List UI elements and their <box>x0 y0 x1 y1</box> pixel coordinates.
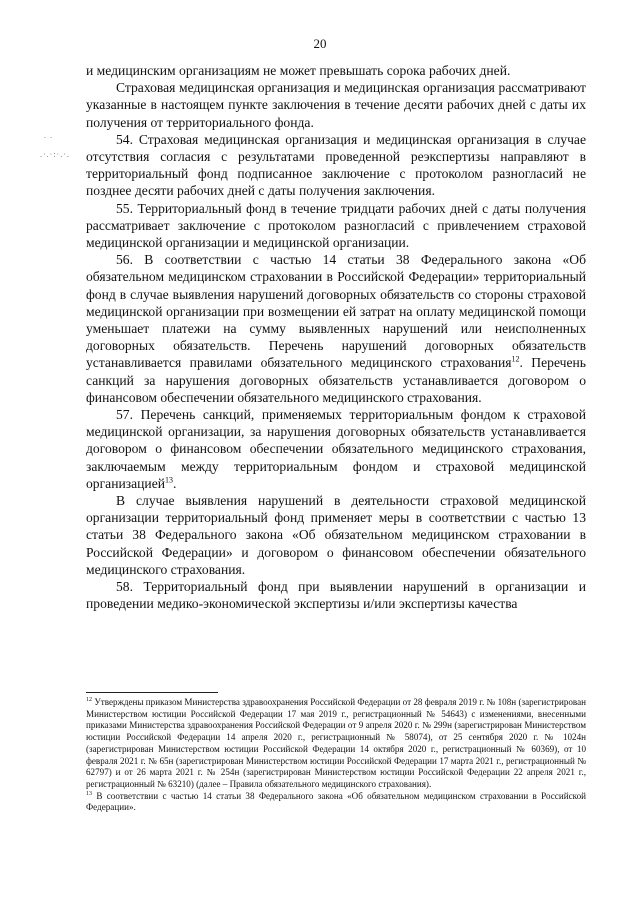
paragraph-57-text: 57. Перечень санкций, применяемых территориальным фондом к страховой медицинской организации, за нарушения договорных обязательств устанавливается договором о финансовом обеспечении обязательного медицинского страхования, заключаемым между территориальным фондом и страховой медицинской организацией <box>86 407 586 491</box>
paragraph-violations: В случае выявления нарушений в деятельности страховой медицинской организации территориальный фонд применяет меры в соответствии с частью 13 статьи 38 Федерального закона «Об обязательном медицинском страховании в Российской Федерации» и договором о финансовом обеспечении обязательного медицинского страхования. <box>86 493 586 577</box>
margin-mark: . . <box>44 131 53 140</box>
paragraph-56-text: 56. В соответствии с частью 14 статьи 38 Федерального закона «Об обязательном медицинском страховании в Российской Федерации» территориальный фонд в случае выявления нарушений договорных обязательств со стороны страховой медицинской организации при возмещении ей затрат на оплату медицинской помощи уменьшает платежи на сумму выявленных нарушений или неисполненных договорных обязательств. Перечень нарушений договорных обязательств устанавливается правилами обязательного медицинского страхования <box>86 252 586 371</box>
footnote-separator <box>86 692 218 693</box>
paragraph-57 <box>86 406 586 492</box>
paragraph-continuation: и медицинским организациям не может превышать сорока рабочих дней. <box>86 63 511 78</box>
paragraph-58: 58. Территориальный фонд при выявлении нарушений в организации и проведении медико-экономической экспертизы и/или экспертизы качества <box>86 579 586 612</box>
footnote-12-text: Утверждены приказом Министерства здравоохранения Российской Федерации от 28 февраля 2019 г. № 108н (зарегистрирован Министерством юстиции Российской Федерации 17 мая 2019 г., регистрационный № 54643) с изменениями, внесенными приказами Министерства здравоохранения Российской Федерации от 9 апреля 2020 г. № 299н (зарегистрирован Министерством юстиции Российской Федерации 14 апреля 2020 г., регистрационный № 58074), от 25 сентября 2020 г. № 1024н (зарегистрирован Министерством юстиции Российской Федерации 14 октября 2020 г., регистрационный № 60369), от 10 февраля 2021 г. № 65н (зарегистрирован Министерством юстиции Российской Федерации 17 марта 2021 г., регистрационный № 62797) и от 26 марта 2021 г. № 254н (зарегистрирован Министерством юстиции Российской Федерации 22 апреля 2021 г., регистрационный № 63210) (далее – Правила обязательного медицинского страхования). <box>86 697 586 789</box>
page-number: 20 <box>313 36 327 51</box>
footnote-ref-13[interactable]: 13 <box>165 475 174 485</box>
paragraph-55: 55. Территориальный фонд в течение тридцати рабочих дней с даты получения рассматривает заключение с протоколом разногласий с привлечением страховой медицинской организации и медицинской организации. <box>86 200 586 251</box>
paragraph-review-term: Страховая медицинская организация и медицинская организация рассматривают указанные в настоящем пункте заключения в течение десяти рабочих дней с даты их получения от территориального фонда. <box>86 80 586 130</box>
footnote-13-text: В соответствии с частью 14 статьи 38 Федерального закона «Об обязательном медицинском страховании в Российской Федерации». <box>86 790 586 813</box>
footnote-12 <box>86 697 586 791</box>
footnote-ref-12[interactable]: 12 <box>511 354 520 364</box>
paragraph-56-tail: . Перечень санкций за нарушения договорных обязательств устанавливается договором о финансовом обеспечении обязательного медицинского страхования. <box>86 355 586 405</box>
footnote-13 <box>86 791 586 814</box>
paragraph-54: 54. Страховая медицинская организация и медицинская организация в случае отсутствия согласия с результатами проведенной реэкспертизы направляют в территориальный фонд подписанное заключение с протоколом разногласий не позднее десяти рабочих дней с даты получения заключения. <box>86 131 586 199</box>
footnote-12-mark: 12 <box>86 696 92 703</box>
footnotes <box>86 697 586 814</box>
paragraph-56 <box>86 251 586 406</box>
body-text <box>86 62 586 613</box>
footnote-13-mark: 13 <box>86 790 92 797</box>
paragraph-57-tail: . <box>173 475 177 491</box>
margin-mark: .·.·:·.·. <box>40 150 70 159</box>
